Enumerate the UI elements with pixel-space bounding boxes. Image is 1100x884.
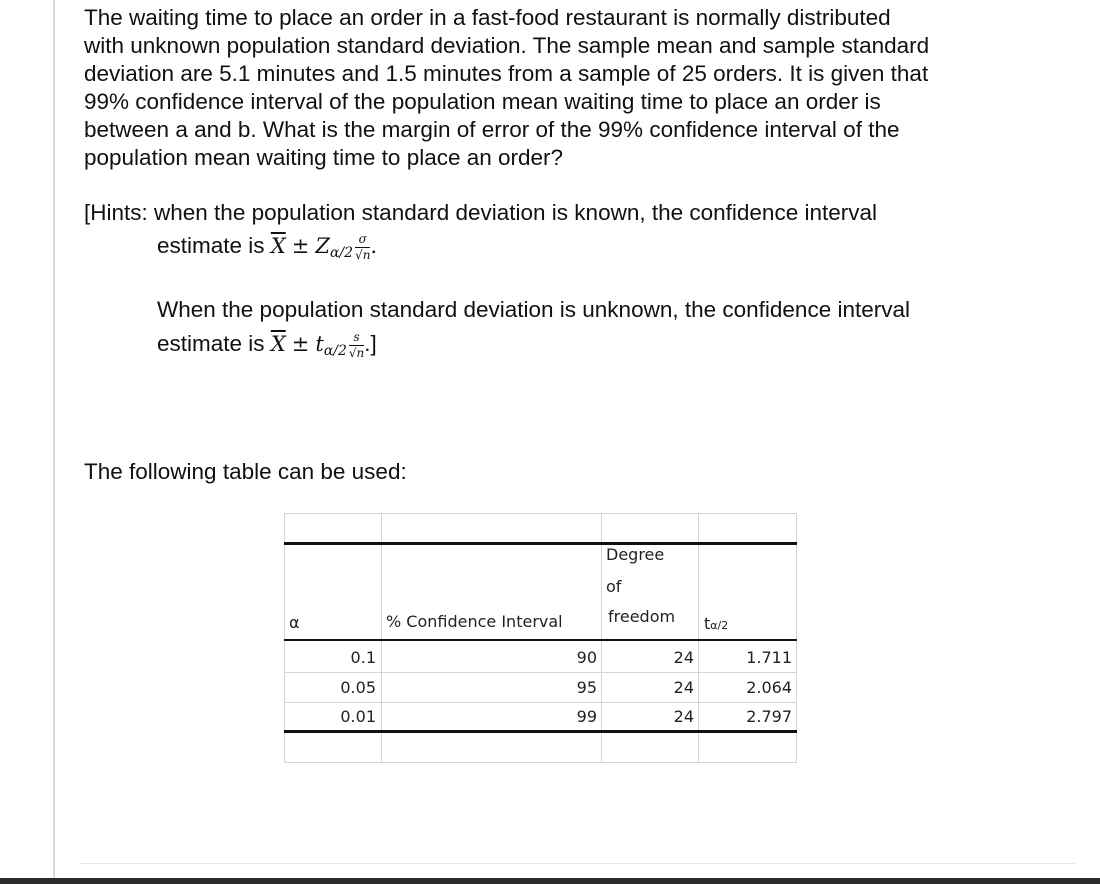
cell-df: 24	[673, 648, 694, 667]
left-border-rule	[53, 0, 55, 878]
known-sd-formula	[157, 232, 377, 267]
header-degree-line: freedom	[608, 607, 676, 626]
cell-alpha: 0.05	[340, 678, 376, 697]
cell-df: 24	[673, 678, 694, 697]
table-intro-text: The following table can be used:	[84, 459, 407, 484]
table-grid-line	[284, 702, 797, 703]
cell-alpha: 0.1	[350, 648, 376, 667]
formula-prefix: estimate is	[157, 233, 265, 258]
table-grid-line	[284, 672, 797, 673]
cell-t-value: 1.711	[746, 648, 792, 667]
s-over-root-n-fraction	[349, 331, 364, 360]
formula-prefix: estimate is	[157, 331, 265, 356]
hints-block	[84, 199, 1044, 227]
sample-mean-symbol: $\overline{X}$	[270, 234, 286, 258]
plus-minus-symbol: ±	[291, 234, 310, 258]
cell-t-value: 2.064	[746, 678, 792, 697]
question-line: deviation are 5.1 minutes and 1.5 minutes from a sample of 25 orders. It is given that	[84, 61, 929, 86]
t-subscript: α/2	[710, 619, 729, 632]
header-t-critical	[704, 614, 728, 633]
cell-t-value: 2.797	[746, 707, 792, 726]
t-symbol: t	[315, 332, 324, 356]
unknown-sd-formula	[157, 330, 377, 365]
plus-minus-symbol: ±	[291, 332, 310, 356]
z-symbol: Z	[315, 234, 330, 258]
cell-df: 24	[673, 707, 694, 726]
footer-divider	[80, 863, 1075, 864]
header-confidence-interval: % Confidence Interval	[386, 612, 563, 631]
header-degree-line: of	[606, 577, 622, 596]
question-line: The waiting time to place an order in a fast-food restaurant is normally distributed	[84, 5, 891, 30]
cell-alpha: 0.01	[340, 707, 376, 726]
table-bottom-rule	[284, 730, 797, 733]
question-line: 99% confidence interval of the population mean waiting time to place an order is	[84, 89, 881, 114]
header-degree-line: Degree	[606, 545, 665, 564]
table-top-rule	[284, 542, 797, 545]
alpha-half-subscript: α/2	[323, 343, 347, 359]
question-text	[84, 4, 1024, 172]
hint-line-unknown: When the population standard deviation is unknown, the confidence interval	[157, 297, 910, 322]
question-line: between a and b. What is the margin of error of the 99% confidence interval of the	[84, 117, 900, 142]
table-grid-line	[284, 762, 797, 763]
fraction-denominator: √n	[355, 247, 371, 262]
fraction-numerator: s	[349, 331, 364, 346]
cell-confidence: 90	[576, 648, 597, 667]
question-line: with unknown population standard deviation. The sample mean and sample standard	[84, 33, 930, 58]
question-line: population mean waiting time to place an order?	[84, 145, 564, 170]
alpha-half-subscript: α/2	[329, 245, 354, 261]
formula-period: .	[370, 234, 378, 258]
hint-line-known: [Hints: when the population standard deviation is known, the confidence interval	[84, 200, 877, 225]
table-header-rule	[284, 639, 797, 641]
table-grid-line	[796, 513, 797, 763]
bottom-bar	[0, 878, 1100, 884]
header-alpha: α	[289, 613, 300, 632]
t-symbol: t	[704, 614, 711, 633]
formula-closing: .]	[364, 331, 377, 356]
fraction-numerator: σ	[355, 233, 370, 248]
cell-confidence: 99	[576, 707, 597, 726]
sample-mean-symbol: $\overline{X}$	[270, 332, 286, 356]
table-grid-line	[284, 513, 797, 514]
cell-confidence: 95	[576, 678, 597, 697]
sigma-over-root-n-fraction	[355, 233, 370, 262]
fraction-denominator: √n	[348, 345, 365, 360]
